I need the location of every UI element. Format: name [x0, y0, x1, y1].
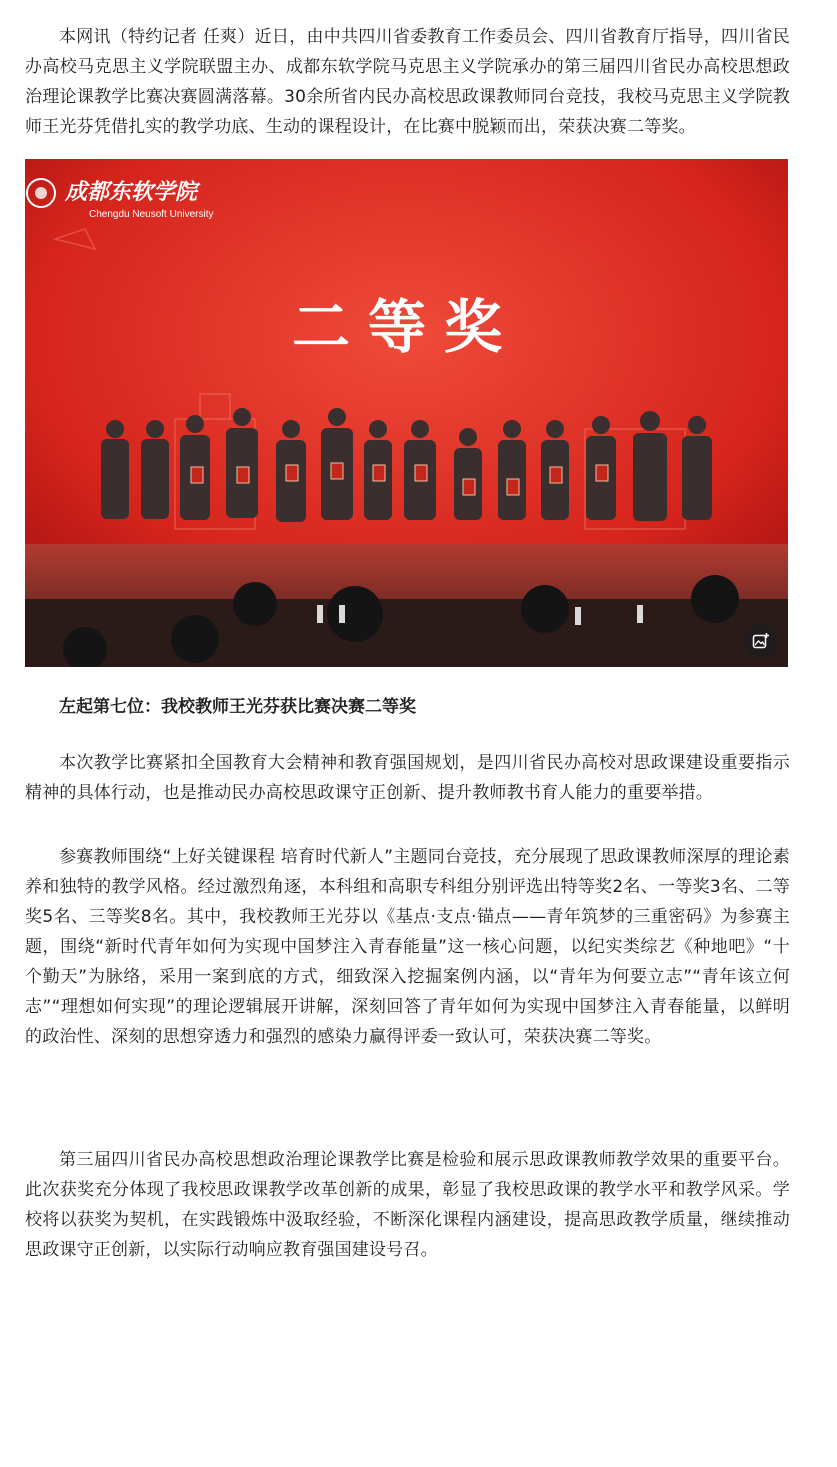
image-add-icon — [752, 632, 770, 650]
award-title: 二等奖 — [291, 293, 521, 361]
award-ceremony-photo — [25, 159, 788, 667]
body-paragraph: 本次教学比赛紧扣全国教育大会精神和教育强国规划，是四川省民办高校对思政课建设重要指示精神的具体行动，也是推动民办高校思政课守正创新、提升教师教书育人能力的重要举措。 — [25, 753, 790, 803]
body-paragraph: 参赛教师围绕“上好关键课程 培育时代新人”主题同台竞技，充分展现了思政课教师深厚的理论素养和独特的教学风格。经过激烈角逐，本科组和高职专科组分别评选出特等奖2名、一等奖3名、二等奖5名、三等奖8名。其中，我校教师王光芬以《基点·支点·锚点——青年筑梦的三重密码》为参赛主题，围绕“新时代青年如何为实现中国梦注入青春能量”这一核心问题，以纪实类综艺《种地吧》“十个勤天”为脉络，采用一案到底的方式，细致深入挖掘案例内涵，以“青年为何要立志”“青年该立何志”“理想如何实现”的理论逻辑展开讲解，深刻回答了青年如何为实现中国梦注入青春能量，以鲜明的政治性、深刻的思想穿透力和强烈的感染力赢得评委一致认可，荣获决赛二等奖。 — [25, 847, 790, 1047]
school-name-cn: 成都东软学院 — [65, 179, 198, 205]
image-add-button[interactable] — [744, 624, 778, 658]
body-paragraph: 第三届四川省民办高校思想政治理论课教学比赛是检验和展示思政课教师教学效果的重要平台。此次获奖充分体现了我校思政课教学改革创新的成果，彰显了我校思政课的教学水平和教学风采。学校将以获奖为契机，在实践锻炼中汲取经验，不断深化课程内涵建设，提高思政教学质量，继续推动思政课守正创新，以实际行动响应教育强国建设号召。 — [25, 1150, 790, 1260]
intro-paragraph: 本网讯（特约记者 任爽）近日，由中共四川省委教育工作委员会、四川省教育厅指导，四川省民办高校马克思主义学院联盟主办、成都东软学院马克思主义学院承办的第三届四川省民办高校思想政治理论课教学比赛决赛圆满落幕。30余所省内民办高校思政课教师同台竞技，我校马克思主义学院教师王光芬凭借扎实的教学功底、生动的课程设计，在比赛中脱颖而出，荣获决赛二等奖。 — [25, 27, 790, 137]
photo-caption: 左起第七位：我校教师王光芬获比赛决赛二等奖 — [59, 697, 416, 717]
school-name-en: Chengdu Neusoft University — [89, 209, 214, 220]
